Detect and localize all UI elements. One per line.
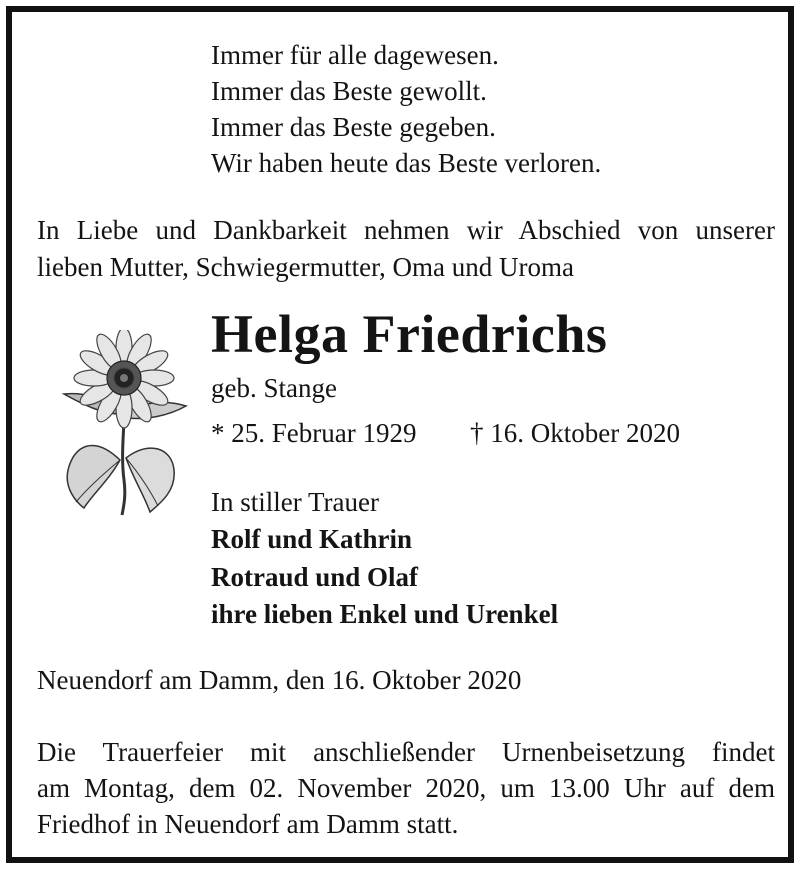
- poem-line-3: Immer das Beste gegeben.: [211, 112, 496, 142]
- maiden-name: geb. Stange: [211, 373, 337, 403]
- deceased-name: Helga Friedrichs: [211, 304, 608, 364]
- mourner-2: Rotraud und Olaf: [211, 562, 419, 592]
- funeral-line-3: Friedhof in Neuendorf am Damm statt.: [37, 809, 459, 839]
- birth-date: * 25. Februar 1929: [211, 418, 417, 448]
- mourner-3: ihre lieben Enkel und Urenkel: [211, 599, 559, 629]
- intro-line-2: lieben Mutter, Schwiegermutter, Oma und Uroma: [37, 252, 574, 282]
- death-date: † 16. Oktober 2020: [470, 418, 680, 448]
- sunflower-icon: [54, 330, 204, 520]
- funeral-line-2: am Montag, dem 02. November 2020, um 13.00 Uhr auf dem: [37, 773, 775, 803]
- place-date: Neuendorf am Damm, den 16. Oktober 2020: [37, 665, 522, 695]
- poem-line-1: Immer für alle dagewesen.: [211, 40, 499, 70]
- funeral-line-1: Die Trauerfeier mit anschließender Urnenbeisetzung findet: [37, 737, 775, 767]
- poem-line-2: Immer das Beste gewollt.: [211, 76, 487, 106]
- intro-line-1: In Liebe und Dankbarkeit nehmen wir Abschied von unserer: [37, 215, 775, 245]
- mourner-1: Rolf und Kathrin: [211, 524, 413, 554]
- poem-line-4: Wir haben heute das Beste verloren.: [211, 148, 602, 178]
- obituary-notice: [6, 6, 794, 863]
- mourners-intro: In stiller Trauer: [211, 487, 379, 517]
